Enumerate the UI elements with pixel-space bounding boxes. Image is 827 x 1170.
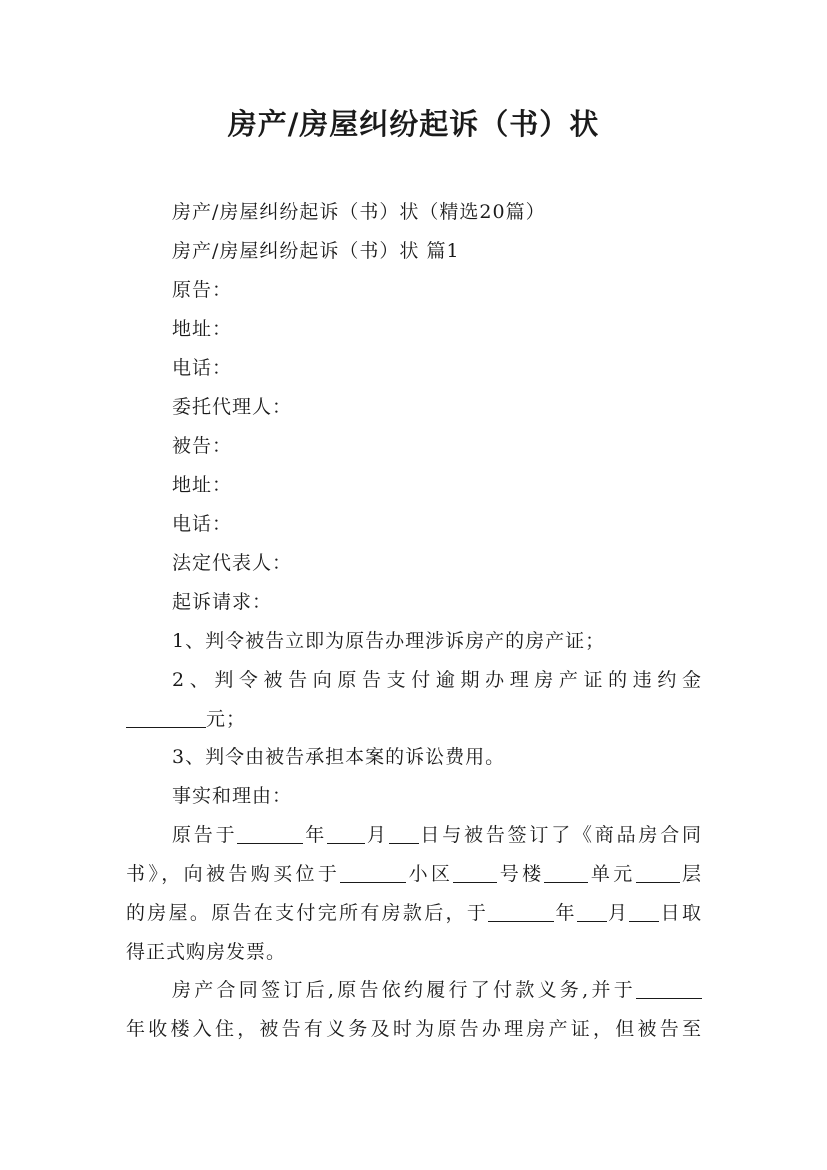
blank-day bbox=[389, 823, 419, 844]
defendant-address-label: 地址： bbox=[172, 474, 233, 496]
claim-2-unit: 元； bbox=[206, 708, 247, 730]
blank-year bbox=[237, 823, 303, 844]
agent-label: 委托代理人： bbox=[172, 396, 293, 418]
facts-p1-line-3: 的房屋。原告在支付完所有房款后，于 年 月 日取 bbox=[126, 902, 702, 924]
plaintiff-phone-label: 电话： bbox=[172, 357, 233, 379]
defendant-phone-label: 电话： bbox=[172, 513, 233, 535]
facts-paragraph-2 bbox=[126, 971, 702, 1049]
blank-floor bbox=[636, 862, 680, 883]
facts-p2-line-1: 房产合同签订后,原告依约履行了付款义务,并于 bbox=[126, 971, 702, 1010]
facts-paragraph-1 bbox=[126, 816, 702, 972]
blank-year-2 bbox=[488, 901, 554, 922]
legal-rep-label: 法定代表人： bbox=[172, 552, 293, 574]
plaintiff-label: 原告： bbox=[172, 279, 233, 301]
blank-building bbox=[453, 862, 497, 883]
document-title: 房产/房屋纠纷起诉（书）状 bbox=[227, 107, 600, 141]
claim-3: 3、判令由被告承担本案的诉讼费用。 bbox=[172, 746, 506, 768]
section-heading: 房产/房屋纠纷起诉（书）状 篇1 bbox=[172, 240, 460, 262]
blank-location bbox=[340, 862, 406, 883]
claim-2 bbox=[126, 661, 702, 739]
facts-heading: 事实和理由： bbox=[172, 785, 293, 807]
blank-day-2 bbox=[629, 901, 659, 922]
blank-amount bbox=[126, 707, 206, 728]
claim-2-line-1: 2、判令被告向原告支付逾期办理房产证的违约金 bbox=[172, 669, 702, 691]
blank-month bbox=[327, 823, 365, 844]
defendant-label: 被告： bbox=[172, 435, 233, 457]
facts-p1-line-1: 原告于 年 月 日与被告签订了《商品房合同 bbox=[172, 824, 702, 846]
plaintiff-address-label: 地址： bbox=[172, 318, 233, 340]
claim-1: 1、判令被告立即为原告办理涉诉房产的房产证； bbox=[172, 630, 606, 652]
facts-p1-line-2: 书》，向被告购买位于 小区 号楼 单元 层 bbox=[126, 863, 702, 885]
facts-p1-line-4: 得正式购房发票。 bbox=[126, 941, 287, 963]
claim-2-line-2 bbox=[126, 700, 702, 739]
blank-month-2 bbox=[577, 901, 607, 922]
claims-heading: 起诉请求： bbox=[172, 591, 273, 613]
blank-year-3 bbox=[636, 978, 702, 999]
document-subtitle: 房产/房屋纠纷起诉（书）状（精选20篇） bbox=[172, 201, 546, 223]
blank-unit bbox=[544, 862, 588, 883]
facts-p2-line-2: 年收楼入住，被告有义务及时为原告办理房产证，但被告至 bbox=[126, 1018, 702, 1040]
